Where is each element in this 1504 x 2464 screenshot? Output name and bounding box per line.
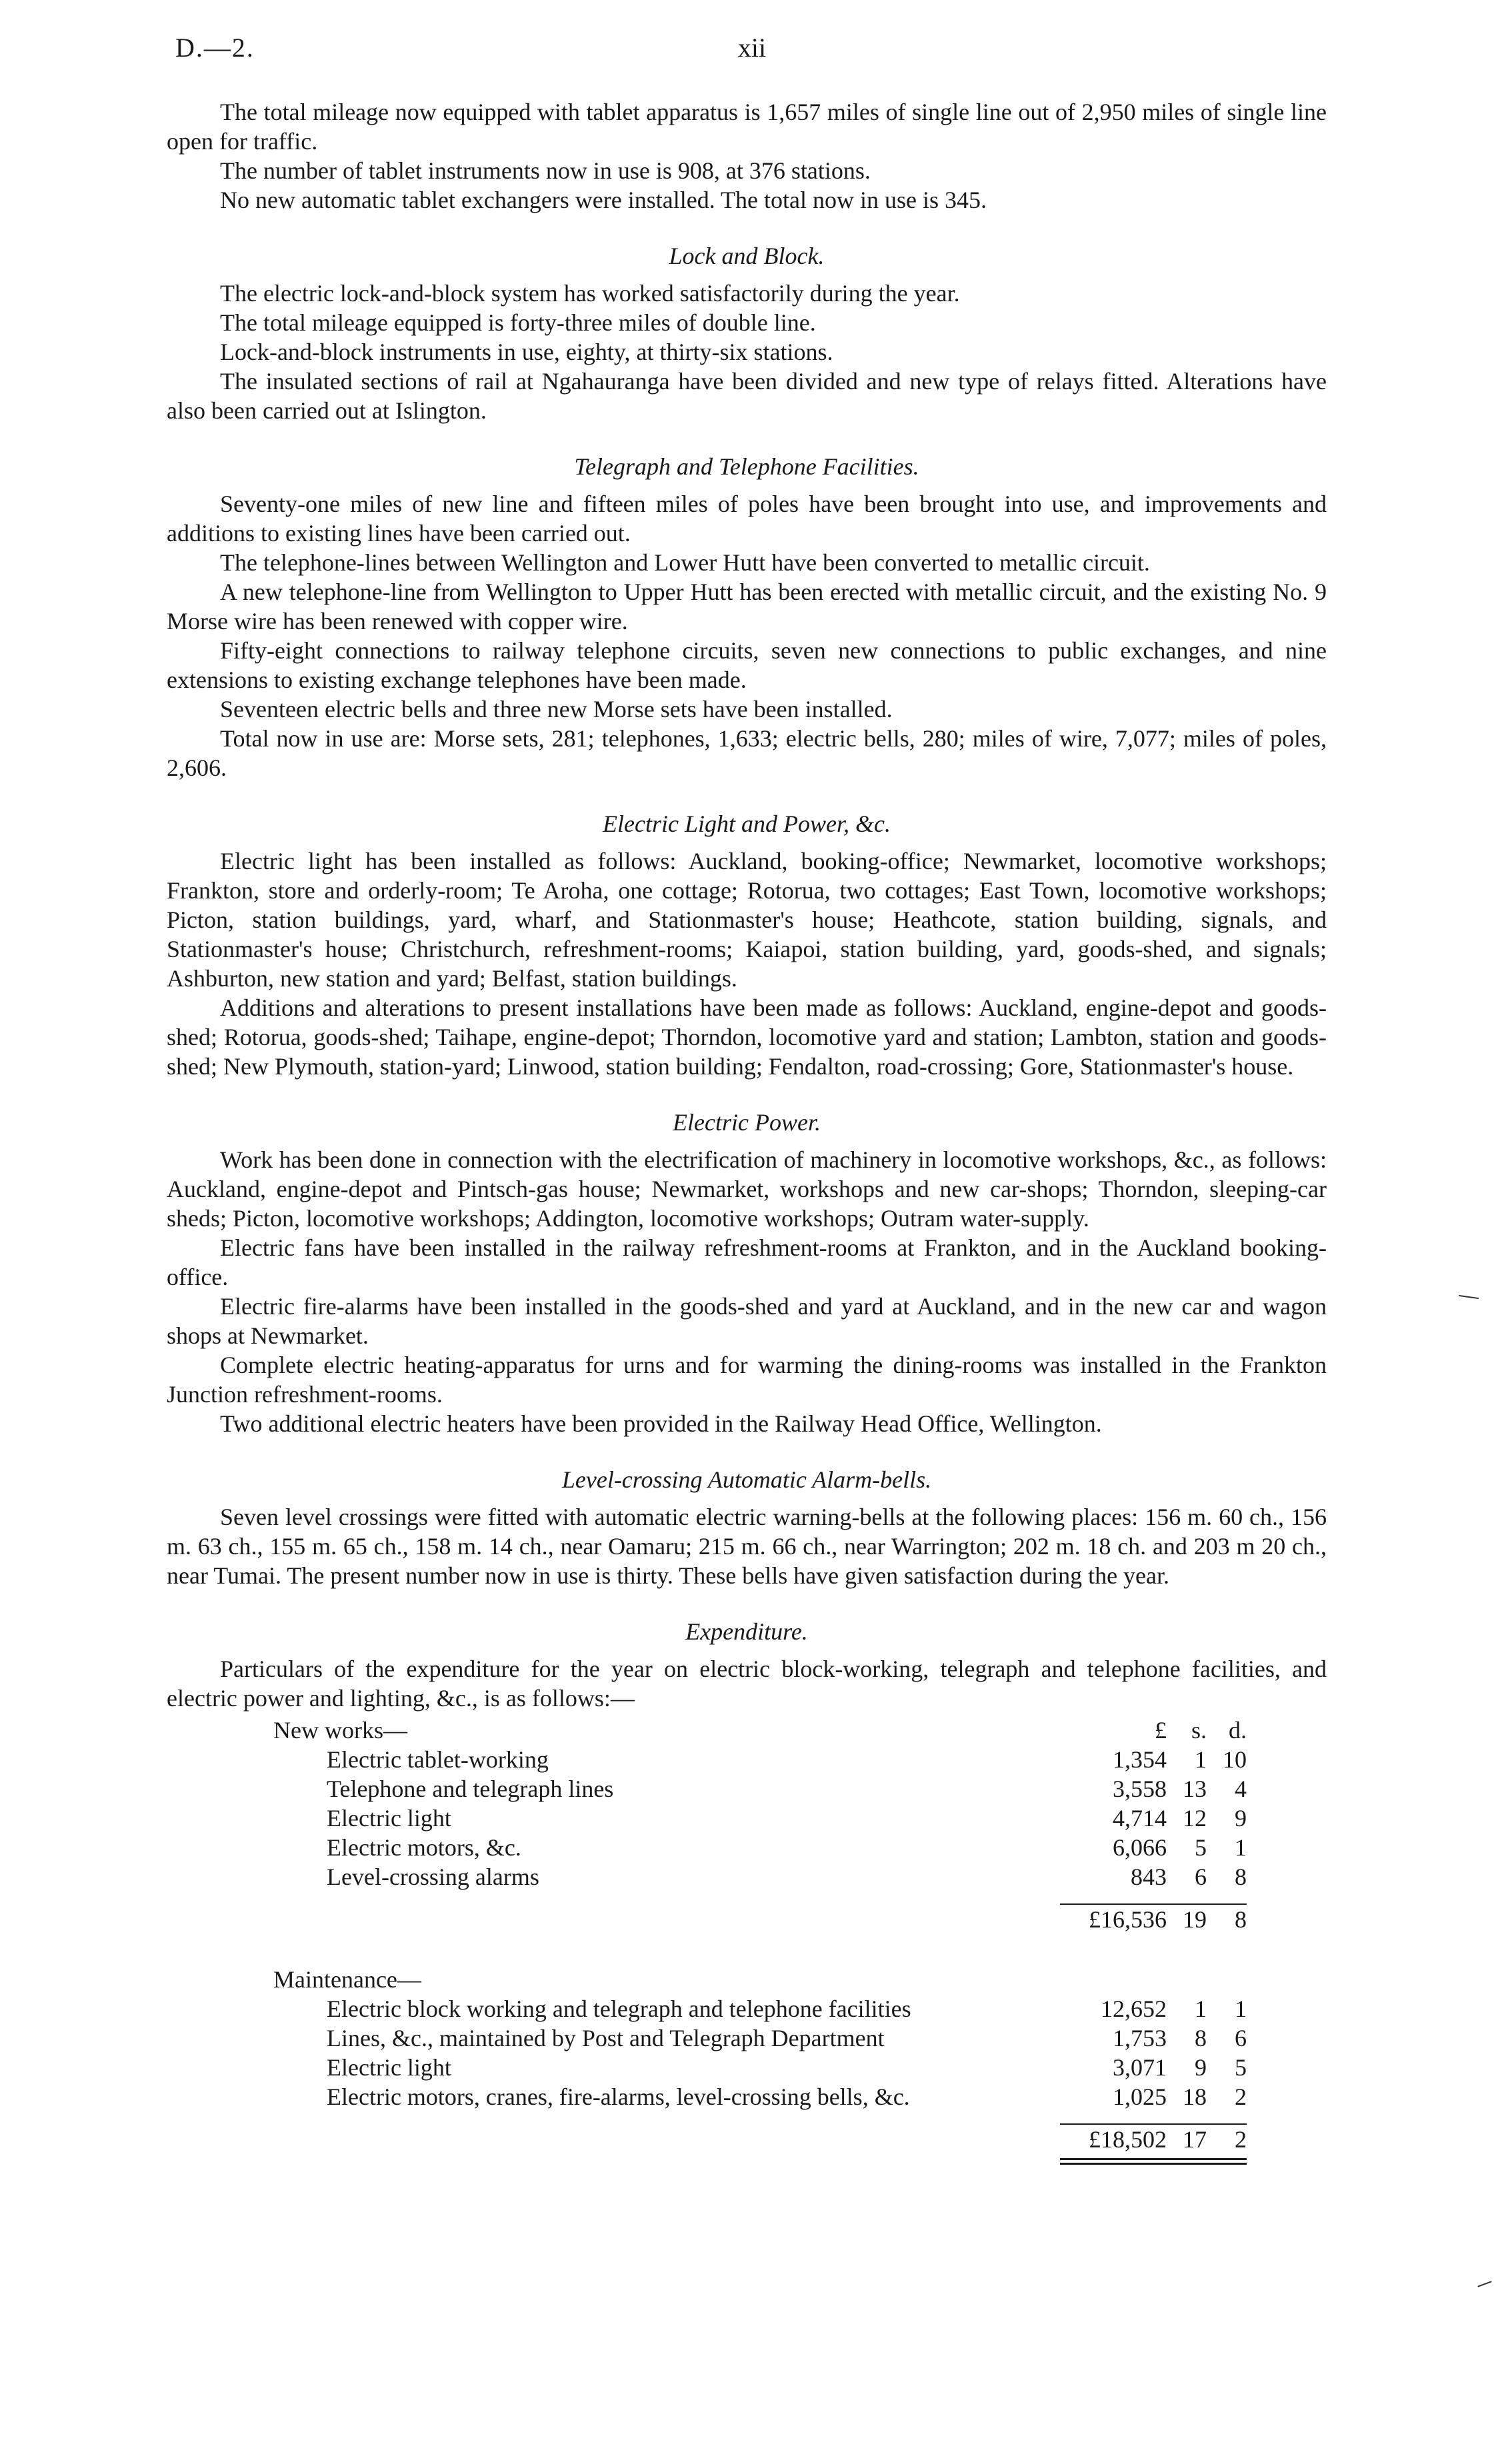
double-rule-top <box>1060 2158 1247 2160</box>
paragraph: Two additional electric heaters have been provided in the Railway Head Office, Wellington. <box>220 1410 1102 1437</box>
report-code: D.—2. <box>175 33 255 63</box>
row-label: Electric motors, cranes, fire-alarms, level-crossing bells, &c. <box>327 2083 910 2110</box>
pounds-cell: 1,354 <box>1113 1746 1167 1773</box>
page-number: xii <box>737 33 767 63</box>
pence-cell: 10 <box>1223 1746 1247 1773</box>
shillings-cell: 6 <box>1195 1863 1207 1890</box>
tablet-section <box>167 97 1327 215</box>
section-heading: Telegraph and Telephone Facilities. <box>574 453 919 480</box>
section-heading: Lock and Block. <box>669 243 825 269</box>
new-works-rows <box>273 1745 1247 1891</box>
pounds-cell: 3,071 <box>1113 2054 1167 2081</box>
pounds-cell: 12,652 <box>1101 1995 1167 2022</box>
maintenance-label: Maintenance— <box>273 1966 421 1993</box>
row-label: Level-crossing alarms <box>327 1863 539 1890</box>
shillings-cell: 18 <box>1183 2083 1207 2110</box>
pence-cell: 9 <box>1235 1805 1247 1832</box>
shillings-cell: 8 <box>1195 2025 1207 2051</box>
margin-mark <box>1459 1295 1479 1299</box>
table-row <box>273 2082 1247 2111</box>
table-row <box>273 1774 1247 1804</box>
total-shillings: 17 <box>1183 2126 1207 2153</box>
paragraph: Complete electric heating-apparatus for urns and for warming the dining-rooms was installed in the Frankton Junction refreshment-rooms. <box>167 1352 1327 1408</box>
paragraph: Electric light has been installed as follows: Auckland, booking-office; Newmarket, locomotive workshops; Frankton, store and orderly-room; Te Aroha, one cottage; Rotorua, two cottages; East Town, locomotive workshops; Picton, station buildings, yard, wharf, and Stationmaster's house; Heathcote, station building, signals, and Stationmaster's house; Christchurch, refreshment-rooms; Kaiapoi, station building, yard, goods-shed, and signals; Ashburton, new station and yard; Belfast, station buildings. <box>167 848 1327 992</box>
total-shillings: 19 <box>1183 1906 1207 1933</box>
double-rule-bottom <box>1060 2163 1247 2165</box>
paragraph: Fifty-eight connections to railway telephone circuits, seven new connections to public exchanges, and nine extensions to existing exchange telephones have been made. <box>167 637 1327 693</box>
expenditure-table <box>273 1716 1247 2165</box>
section-heading: Level-crossing Automatic Alarm-bells. <box>561 1466 932 1493</box>
paragraph: Particulars of the expenditure for the year on electric block-working, telegraph and telephone facilities, and electric power and lighting, &c., is as follows:— <box>167 1656 1327 1712</box>
total-pence: 2 <box>1235 2126 1247 2153</box>
electric-power-section <box>167 1108 1327 1438</box>
lock-and-block-section <box>167 241 1327 425</box>
paragraph: Additions and alterations to present installations have been made as follows: Auckland, engine-depot and goods-shed; Rotorua, goods-shed; Taihape, engine-depot; Thorndon, locomotive yard and station; Lambton, station and goods-shed; New Plymouth, station-yard; Linwood, station building; Fendalton, road-crossing; Gore, Stationmaster's house. <box>167 994 1327 1080</box>
paragraph: The insulated sections of rail at Ngahauranga have been divided and new type of relays fitted. Alterations have also been carried out at Islington. <box>167 368 1327 424</box>
shillings-header: s. <box>1191 1717 1207 1744</box>
paragraph: No new automatic tablet exchangers were installed. The total now in use is 345. <box>220 187 987 213</box>
total-pounds: £16,536 <box>1089 1906 1167 1933</box>
paragraph: Lock-and-block instruments in use, eighty, at thirty-six stations. <box>220 339 833 365</box>
pence-cell: 4 <box>1235 1776 1247 1802</box>
paragraph: A new telephone-line from Wellington to Upper Hutt has been erected with metallic circuit, and the existing No. 9 Morse wire has been renewed with copper wire. <box>167 579 1327 634</box>
paragraph: The electric lock-and-block system has worked satisfactorily during the year. <box>220 280 960 307</box>
pence-cell: 2 <box>1235 2083 1247 2110</box>
pounds-cell: 1,025 <box>1113 2083 1167 2110</box>
pence-cell: 1 <box>1235 1995 1247 2022</box>
shillings-cell: 5 <box>1195 1834 1207 1861</box>
electric-light-power-section <box>167 809 1327 1081</box>
row-label: Lines, &c., maintained by Post and Telegraph Department <box>327 2025 885 2051</box>
new-works-label: New works— <box>273 1717 407 1744</box>
shillings-cell: 1 <box>1195 1995 1207 2022</box>
shillings-cell: 12 <box>1183 1805 1207 1832</box>
pounds-cell: 1,753 <box>1113 2025 1167 2051</box>
pence-header: d. <box>1229 1717 1247 1744</box>
expenditure-section <box>167 1617 1327 2165</box>
paragraph: Seven level crossings were fitted with automatic electric warning-bells at the following places: 156 m. 60 ch., 156 m. 63 ch., 155 m. 65 ch., 158 m. 14 ch., near Oamaru; 215 m. 66 ch., near Warrington; 202 m. 18 ch. and 203 m 20 ch., near Tumai. The present number now in use is thirty. These bells have given satisfaction during the year. <box>167 1504 1327 1589</box>
table-row <box>273 1745 1247 1774</box>
section-heading: Expenditure. <box>685 1618 808 1645</box>
section-heading: Electric Light and Power, &c. <box>603 810 891 837</box>
paragraph: The total mileage now equipped with tablet apparatus is 1,657 miles of single line out of 2,950 miles of single line open for traffic. <box>167 99 1327 155</box>
shillings-cell: 13 <box>1183 1776 1207 1802</box>
paragraph: The total mileage equipped is forty-three miles of double line. <box>220 309 816 336</box>
pence-cell: 6 <box>1235 2025 1247 2051</box>
paragraph: Total now in use are: Morse sets, 281; telephones, 1,633; electric bells, 280; miles of wire, 7,077; miles of poles, 2,606. <box>167 725 1327 781</box>
pence-cell: 8 <box>1235 1863 1247 1890</box>
new-works-total-row <box>273 1905 1247 1934</box>
paragraph: Electric fans have been installed in the railway refreshment-rooms at Frankton, and in the Auckland booking-office. <box>167 1234 1327 1290</box>
table-row <box>273 2023 1247 2053</box>
paragraph: Work has been done in connection with the electrification of machinery in locomotive workshops, &c., as follows: Auckland, engine-depot and Pintsch-gas house; Newmarket, workshops and new car-shops; Thorndon, sleeping-car sheds; Picton, locomotive workshops; Addington, locomotive workshops; Outram water-supply. <box>167 1146 1327 1232</box>
table-row <box>273 1862 1247 1891</box>
maintenance-rows <box>273 1994 1247 2111</box>
pounds-cell: 3,558 <box>1113 1776 1167 1802</box>
telegraph-section <box>167 452 1327 782</box>
shillings-cell: 9 <box>1195 2054 1207 2081</box>
pounds-cell: 843 <box>1131 1863 1167 1890</box>
table-row <box>273 1833 1247 1862</box>
margin-mark <box>1477 2281 1491 2287</box>
paragraph: The number of tablet instruments now in use is 908, at 376 stations. <box>220 157 871 184</box>
table-row <box>273 2053 1247 2082</box>
row-label: Electric tablet-working <box>327 1746 549 1773</box>
table-row <box>273 1994 1247 2023</box>
pence-cell: 5 <box>1235 2054 1247 2081</box>
section-heading: Electric Power. <box>673 1109 821 1136</box>
row-label: Electric motors, &c. <box>327 1834 521 1861</box>
total-pounds: £18,502 <box>1089 2126 1167 2153</box>
paragraph: The telephone-lines between Wellington and Lower Hutt have been converted to metallic circuit. <box>220 549 1150 576</box>
row-label: Electric light <box>327 2054 451 2081</box>
pence-cell: 1 <box>1235 1834 1247 1861</box>
total-pence: 8 <box>1235 1906 1247 1933</box>
table-header-row <box>273 1716 1247 1745</box>
paragraph: Seventeen electric bells and three new Morse sets have been installed. <box>220 696 893 722</box>
paragraph: Seventy-one miles of new line and fifteen miles of poles have been brought into use, and improvements and additions to existing lines have been carried out. <box>167 491 1327 547</box>
row-label: Electric block working and telegraph and telephone facilities <box>327 1995 911 2022</box>
shillings-cell: 1 <box>1195 1746 1207 1773</box>
page-body <box>167 97 1327 2165</box>
pounds-header: £ <box>1155 1717 1167 1744</box>
maintenance-header-row <box>273 1965 1247 1994</box>
table-row <box>273 1804 1247 1833</box>
paragraph: Electric fire-alarms have been installed in the goods-shed and yard at Auckland, and in the new car and wagon shops at Newmarket. <box>167 1293 1327 1349</box>
pounds-cell: 6,066 <box>1113 1834 1167 1861</box>
row-label: Telephone and telegraph lines <box>327 1776 614 1802</box>
row-label: Electric light <box>327 1805 451 1832</box>
pounds-cell: 4,714 <box>1113 1805 1167 1832</box>
maintenance-total-row <box>273 2125 1247 2154</box>
level-crossing-section <box>167 1465 1327 1590</box>
